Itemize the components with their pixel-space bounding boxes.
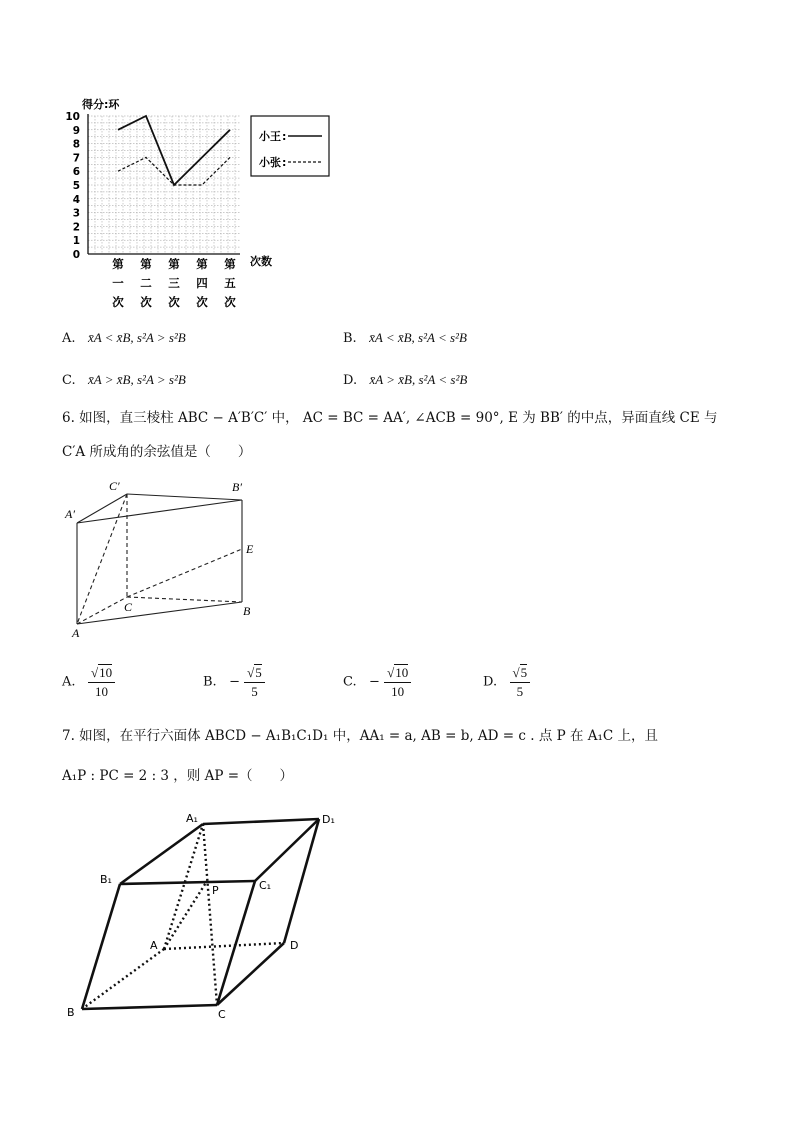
x-tick-label-char: 次 (140, 295, 152, 309)
denominator: 5 (251, 684, 258, 699)
x-tick-label-char: 第 (112, 257, 124, 271)
label-B: B (243, 604, 251, 618)
fraction: $\frac{√5}{5}$ (510, 664, 531, 700)
y-tick-label: 2 (72, 221, 80, 234)
x-tick-label-char: 第 (224, 257, 236, 271)
label-A: A (72, 626, 80, 640)
q6-option-d[interactable] (483, 664, 530, 700)
label-C: C (124, 600, 133, 614)
radicand: 10 (395, 665, 409, 680)
x-tick-label-char: 次 (168, 295, 180, 309)
option-text: x̄A < x̄B, s²A > s²B (87, 330, 186, 345)
x-tick-label-char: 次 (112, 295, 124, 309)
option-sign: − (229, 674, 240, 690)
series-line-xiaowang (118, 116, 230, 185)
edge-B-C (82, 1005, 217, 1009)
y-tick-label: 10 (65, 111, 80, 123)
option-letter: A. (62, 674, 76, 690)
legend-colon-xiaowang: : (282, 130, 287, 143)
fraction: $\frac{√5}{5}$ (244, 664, 265, 700)
label-C1: C₁ (259, 879, 272, 892)
q6-stem-line1: 6. 如图，直三棱柱 ABC − A′B′C′ 中， AC = BC = AA′, ∠ACB = 90°, E 为 BB′ 的中点，异面直线 CE 与 (62, 410, 718, 426)
label-D: D (290, 939, 299, 952)
option-letter: C. (343, 674, 357, 690)
label-B: B (67, 1006, 75, 1019)
label-Bp: B′ (232, 480, 242, 494)
edge-C-B (127, 597, 242, 602)
y-tick-label: 9 (72, 124, 80, 137)
y-tick-label: 0 (72, 249, 80, 261)
q6-option-b[interactable] (203, 664, 265, 700)
label-Ap: A′ (65, 507, 75, 521)
label-B1: B₁ (100, 873, 112, 886)
label-Cp: C′ (109, 479, 120, 493)
label-D1: D₁ (322, 813, 335, 826)
q5-option-a[interactable] (62, 330, 186, 346)
fraction: $\frac{√10}{10}$ (88, 664, 115, 700)
option-text: x̄A > x̄B, s²A > s²B (88, 372, 186, 387)
y-tick-label: 8 (72, 138, 80, 151)
edge-A-A1 (164, 824, 203, 949)
segment-A1-C (203, 824, 217, 1005)
edge-Ap-Bp (77, 500, 242, 523)
edge-A1-D1 (203, 819, 319, 824)
chart-ylabel: 得分:环 (82, 98, 120, 111)
chart-xlabel: 次数 (250, 255, 272, 268)
x-tick-label-char: 第 (196, 257, 208, 271)
legend-colon-xiaozhang: : (282, 156, 287, 169)
y-tick-label: 7 (72, 152, 80, 165)
edge-B1-C1 (120, 881, 255, 884)
option-text: x̄A < x̄B, s²A < s²B (369, 330, 467, 345)
x-tick-label-char: 五 (224, 276, 236, 290)
edge-A-C (77, 597, 127, 624)
option-letter: D. (343, 373, 358, 388)
q7-stem-line1: 7. 如图，在平行六面体 ABCD − A₁B₁C₁D₁ 中，AA₁ = a, AB = b, AD = c . 点 P 在 A₁C 上，且 (62, 728, 659, 744)
edge-A1-B1 (120, 824, 203, 884)
option-letter: A. (62, 331, 76, 346)
edge-A-B (77, 602, 242, 624)
legend-label-xiaowang: 小王 (259, 130, 281, 143)
x-tick-label-char: 次 (224, 295, 236, 309)
segment-C-E (127, 549, 242, 597)
score-line-chart (60, 92, 350, 312)
edge-B-B1 (82, 884, 120, 1009)
q5-option-d[interactable] (343, 372, 467, 388)
q6-option-c[interactable] (343, 664, 411, 700)
segment-A-P (164, 881, 207, 949)
label-A1: A₁ (186, 812, 198, 825)
x-tick-label-char: 二 (140, 276, 152, 290)
x-tick-label-char: 第 (140, 257, 152, 271)
x-tick-label-char: 次 (196, 295, 208, 309)
chart-x-ticks (112, 257, 236, 309)
chart-series-group (118, 116, 230, 185)
radicand: 10 (99, 665, 113, 680)
q5-option-b[interactable] (343, 330, 467, 346)
edge-Cp-Bp (127, 494, 242, 500)
y-tick-label: 3 (72, 207, 80, 220)
q7-stem-line2: A₁P : PC = 2 : 3 ，则 AP =（ ） (62, 768, 294, 784)
option-letter: C. (62, 373, 76, 388)
chart-y-ticks (65, 111, 80, 261)
q6-option-a[interactable] (62, 664, 115, 700)
radicand: 5 (255, 665, 262, 680)
segment-Cp-A (77, 494, 127, 624)
y-tick-label: 6 (72, 166, 80, 179)
radicand: 5 (520, 665, 528, 680)
x-tick-label-char: 第 (168, 257, 180, 271)
label-E: E (246, 542, 254, 556)
prism-figure (60, 476, 280, 646)
denominator: 10 (95, 684, 108, 699)
x-tick-label-char: 一 (112, 276, 124, 290)
option-text: x̄A > x̄B, s²A < s²B (369, 372, 468, 387)
denominator: 10 (391, 684, 405, 699)
edge-A-D (164, 943, 284, 949)
edge-Ap-Cp (77, 494, 127, 523)
edge-A-B (82, 949, 164, 1009)
y-tick-label: 4 (72, 193, 80, 206)
label-P: P (212, 884, 219, 897)
legend-label-xiaozhang: 小张 (259, 156, 281, 169)
option-sign: − (369, 674, 380, 690)
label-C: C (218, 1008, 226, 1021)
label-A: A (150, 939, 158, 952)
fraction: $\frac{√10}{10}$ (384, 664, 411, 700)
x-tick-label-char: 三 (168, 276, 180, 290)
parallelepiped-figure (60, 808, 350, 1023)
q5-option-c[interactable] (62, 372, 186, 388)
option-letter: B. (343, 331, 357, 346)
q6-stem-line2: C′A 所成角的余弦值是（ ） (62, 444, 252, 460)
denominator: 5 (516, 684, 524, 699)
option-letter: B. (203, 674, 217, 690)
series-line-xiaozhang (118, 157, 230, 185)
y-tick-label: 5 (72, 180, 80, 192)
x-tick-label-char: 四 (196, 276, 208, 290)
option-letter: D. (483, 674, 498, 690)
chart-grid (88, 114, 240, 254)
y-tick-label: 1 (72, 235, 80, 248)
